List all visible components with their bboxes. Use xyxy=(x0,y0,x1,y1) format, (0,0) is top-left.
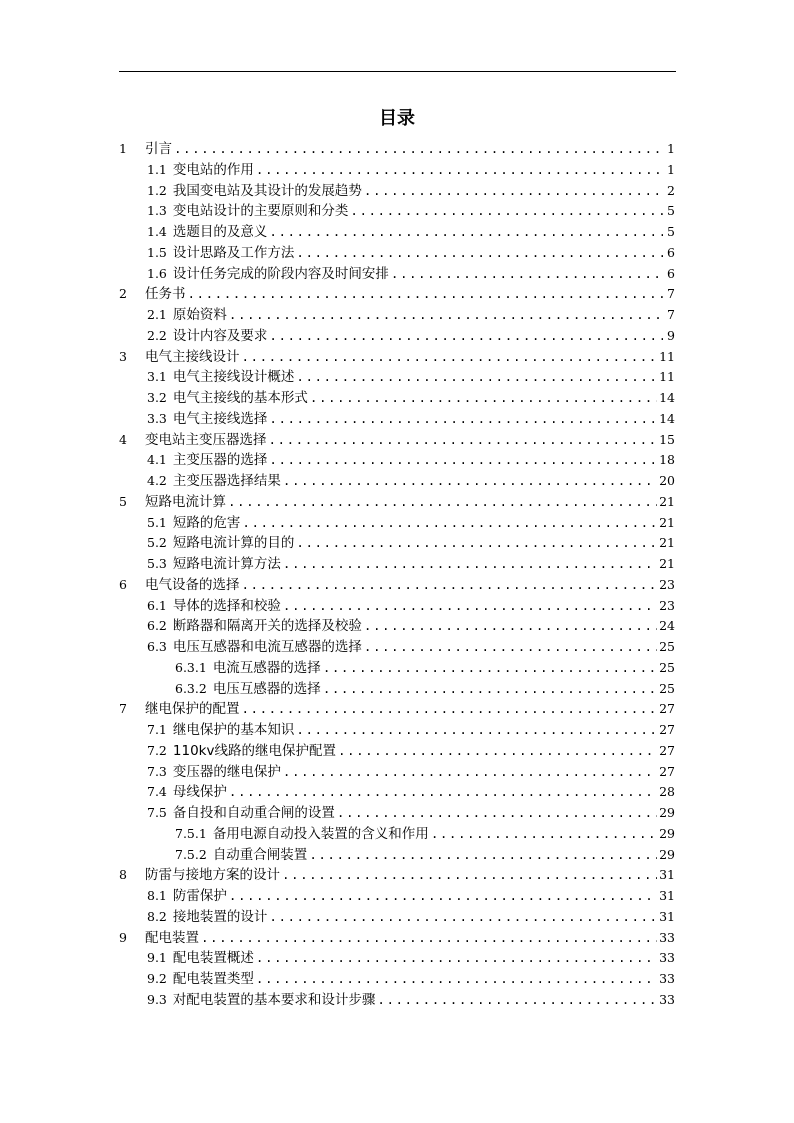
toc-entry-title: 导体的选择和校验 xyxy=(172,597,281,614)
toc-entry[interactable] xyxy=(119,388,675,409)
toc-entry-title: 备自投和自动重合闸的设置 xyxy=(172,805,335,821)
toc-leader-dots xyxy=(309,845,657,866)
toc-entry-number: 7.2 xyxy=(147,742,167,758)
toc-leader-dots xyxy=(364,181,663,202)
toc-entry-number: 5.3 xyxy=(147,556,167,571)
page-title: 目录 xyxy=(379,108,415,129)
toc-entry-title: 配电装置类型 xyxy=(172,971,254,987)
toc-entry-page: 33 xyxy=(659,971,675,986)
toc-entry-page: 5 xyxy=(667,203,675,219)
toc-entry-number: 3.2 xyxy=(147,390,167,405)
toc-leader-dots xyxy=(242,513,657,534)
toc-entry-number: 9.1 xyxy=(147,950,167,966)
toc-entry-page: 27 xyxy=(659,722,675,737)
toc-leader-dots xyxy=(269,409,657,430)
toc-leader-dots xyxy=(282,865,657,886)
toc-entry-title: 电气主接线的基本形式 xyxy=(172,390,308,406)
toc-entry-title: 原始资料 xyxy=(172,307,227,323)
toc-leader-dots xyxy=(228,492,657,513)
toc-entry[interactable] xyxy=(119,575,675,596)
toc-entry-title: 选题目的及意义 xyxy=(172,224,268,240)
toc-entry-title: 设计任务完成的阶段内容及时间安排 xyxy=(172,265,389,282)
toc-entry-page: 21 xyxy=(659,514,675,530)
toc-entry-page: 29 xyxy=(659,825,675,841)
toc-entry-page: 1 xyxy=(667,161,675,177)
toc-entry-title: 防雷与接地方案的设计 xyxy=(145,867,280,884)
toc-entry-number: 8.2 xyxy=(147,908,167,924)
toc-entry-number: 9.3 xyxy=(147,991,167,1007)
toc-entry-number: 9.2 xyxy=(147,971,167,986)
toc-leader-dots xyxy=(229,305,663,326)
toc-entry-page: 25 xyxy=(659,680,675,696)
toc-entry[interactable] xyxy=(119,845,675,866)
toc-entry-number: 4 xyxy=(119,431,127,447)
toc-entry-number: 7.3 xyxy=(147,763,167,779)
toc-entry-title: 主变压器的选择 xyxy=(172,452,268,469)
toc-leader-dots xyxy=(174,139,663,160)
toc-entry-title: 配电装置 xyxy=(145,929,199,946)
toc-entry[interactable] xyxy=(119,139,675,160)
toc-entry-number: 7 xyxy=(119,701,127,717)
toc-entry-page: 31 xyxy=(659,867,675,883)
toc-entry-page: 25 xyxy=(659,639,675,654)
toc-entry-title: 电压互感器的选择 xyxy=(212,680,321,697)
toc-entry-title: 电压互感器和电流互感器的选择 xyxy=(172,639,362,655)
toc-entry-page: 2 xyxy=(667,182,675,198)
toc-entry[interactable] xyxy=(119,533,675,554)
toc-leader-dots xyxy=(269,222,663,243)
toc-entry-page: 21 xyxy=(659,556,675,571)
toc-entry-page: 14 xyxy=(659,390,675,405)
toc-leader-dots xyxy=(229,782,657,803)
toc-entry[interactable] xyxy=(119,264,675,285)
toc-entry-page: 18 xyxy=(659,452,675,468)
toc-entry-number: 3.3 xyxy=(147,410,167,426)
toc-entry[interactable] xyxy=(119,637,675,658)
toc-leader-dots xyxy=(391,264,663,285)
toc-leader-dots xyxy=(229,886,657,907)
toc-entry[interactable] xyxy=(119,907,675,928)
toc-entry-title: 变压器的继电保护 xyxy=(172,763,281,780)
toc-entry-number: 1 xyxy=(119,141,127,156)
toc-entry[interactable] xyxy=(119,616,675,637)
toc-entry-page: 20 xyxy=(659,473,675,488)
toc-leader-dots xyxy=(283,762,657,783)
toc-entry-title: 主变压器选择结果 xyxy=(172,473,281,489)
toc-leader-dots xyxy=(283,596,657,617)
header-rule xyxy=(119,71,676,72)
toc-entry[interactable] xyxy=(119,969,675,990)
toc-entry-title: 电气主接线设计概述 xyxy=(172,369,295,386)
toc-entry-number: 8.1 xyxy=(147,888,167,903)
toc-leader-dots xyxy=(377,990,657,1011)
toc-entry-page: 33 xyxy=(659,929,675,945)
toc-entry-number: 6 xyxy=(119,576,127,592)
toc-entry-title: 继电保护的配置 xyxy=(145,701,240,718)
toc-leader-dots xyxy=(350,201,663,222)
toc-entry-number: 2.2 xyxy=(147,327,167,343)
toc-entry[interactable] xyxy=(119,326,675,347)
toc-entry-title: 引言 xyxy=(145,141,172,157)
toc-entry-title: 配电装置概述 xyxy=(172,950,254,967)
toc-entry[interactable] xyxy=(119,554,675,575)
toc-entry-number: 6.2 xyxy=(147,618,167,634)
toc-entry-number: 2.1 xyxy=(147,307,167,322)
toc-entry[interactable] xyxy=(119,305,675,326)
toc-entry-title: 我国变电站及其设计的发展趋势 xyxy=(172,182,362,199)
toc-entry-title: 110kv线路的继电保护配置 xyxy=(172,742,336,759)
toc-entry-number: 6.3 xyxy=(147,639,167,654)
toc-entry[interactable] xyxy=(119,430,675,451)
toc-leader-dots xyxy=(256,948,657,969)
toc-entry[interactable] xyxy=(119,803,675,824)
toc-entry-number: 6.3.2 xyxy=(175,680,207,696)
toc-entry[interactable] xyxy=(119,658,675,679)
toc-entry-title: 短路电流计算的目的 xyxy=(172,535,295,552)
toc-entry-number: 8 xyxy=(119,867,127,883)
toc-leader-dots xyxy=(242,347,658,368)
toc-entry[interactable] xyxy=(119,367,675,388)
toc-entry-title: 变电站的作用 xyxy=(172,161,254,178)
toc-entry-page: 23 xyxy=(659,576,675,592)
toc-leader-dots xyxy=(296,367,657,388)
table-of-contents xyxy=(119,139,675,1011)
toc-entry[interactable] xyxy=(119,679,675,700)
toc-leader-dots xyxy=(256,160,663,181)
toc-entry-title: 防雷保护 xyxy=(172,888,227,904)
toc-entry-page: 27 xyxy=(659,701,675,717)
toc-entry[interactable] xyxy=(119,222,675,243)
toc-entry-number: 3.1 xyxy=(147,369,167,385)
toc-entry-page: 25 xyxy=(659,659,675,675)
toc-entry-page: 33 xyxy=(659,991,675,1007)
toc-entry-number: 7.4 xyxy=(147,784,167,800)
toc-entry[interactable] xyxy=(119,699,675,720)
toc-entry-page: 7 xyxy=(667,307,675,322)
toc-entry-page: 15 xyxy=(659,431,675,447)
toc-entry-page: 29 xyxy=(659,846,675,862)
toc-entry[interactable] xyxy=(119,886,675,907)
toc-entry[interactable] xyxy=(119,948,675,969)
toc-entry[interactable] xyxy=(119,471,675,492)
toc-leader-dots xyxy=(242,699,658,720)
toc-entry-page: 24 xyxy=(659,618,675,634)
toc-entry-number: 7.5.2 xyxy=(175,846,207,862)
toc-entry[interactable] xyxy=(119,824,675,845)
toc-entry-number: 7.1 xyxy=(147,722,167,737)
toc-entry-number: 6.3.1 xyxy=(175,659,207,675)
toc-entry-number: 7.5.1 xyxy=(175,825,207,841)
toc-entry[interactable] xyxy=(119,201,675,222)
toc-entry-title: 任务书 xyxy=(145,286,186,303)
toc-entry-title: 电流互感器的选择 xyxy=(212,659,321,676)
toc-entry-number: 1.1 xyxy=(147,161,167,177)
toc-entry-number: 1.5 xyxy=(147,244,167,260)
toc-entry-number: 5.1 xyxy=(147,514,167,530)
toc-entry-page: 21 xyxy=(659,493,675,509)
toc-entry[interactable] xyxy=(119,160,675,181)
toc-entry-title: 短路电流计算 xyxy=(145,493,226,510)
toc-entry-page: 6 xyxy=(667,265,675,281)
toc-entry-page: 6 xyxy=(667,244,675,260)
toc-leader-dots xyxy=(338,741,657,762)
toc-leader-dots xyxy=(283,471,657,492)
toc-entry-title: 备用电源自动投入装置的含义和作用 xyxy=(212,825,429,842)
toc-entry[interactable] xyxy=(119,741,675,762)
toc-entry[interactable] xyxy=(119,492,675,513)
toc-entry[interactable] xyxy=(119,409,675,430)
toc-entry-number: 3 xyxy=(119,348,127,364)
toc-leader-dots xyxy=(431,824,657,845)
toc-entry-number: 1.4 xyxy=(147,224,167,239)
toc-leader-dots xyxy=(269,430,658,451)
toc-leader-dots xyxy=(323,679,657,700)
toc-entry-number: 1.3 xyxy=(147,203,167,219)
toc-entry-page: 11 xyxy=(659,369,675,385)
toc-entry-page: 14 xyxy=(659,410,675,426)
toc-entry-title: 自动重合闸装置 xyxy=(212,846,308,863)
toc-entry-page: 5 xyxy=(667,224,675,239)
toc-leader-dots xyxy=(269,907,657,928)
toc-leader-dots xyxy=(256,969,657,990)
toc-entry-title: 电气主接线选择 xyxy=(172,410,268,427)
toc-leader-dots xyxy=(337,803,657,824)
toc-entry-title: 母线保护 xyxy=(172,784,227,801)
toc-entry-page: 29 xyxy=(659,805,675,820)
toc-entry-title: 设计内容及要求 xyxy=(172,327,268,344)
toc-entry-page: 31 xyxy=(659,888,675,903)
toc-entry[interactable] xyxy=(119,720,675,741)
toc-entry[interactable] xyxy=(119,990,675,1011)
toc-entry[interactable] xyxy=(119,181,675,202)
toc-entry-number: 6.1 xyxy=(147,597,167,613)
toc-entry-number: 2 xyxy=(119,286,127,302)
toc-entry-page: 31 xyxy=(659,908,675,924)
toc-entry-title: 变电站设计的主要原则和分类 xyxy=(172,203,349,220)
toc-entry-number: 4.2 xyxy=(147,473,167,488)
toc-entry[interactable] xyxy=(119,928,675,949)
toc-entry-title: 接地装置的设计 xyxy=(172,908,268,925)
toc-entry-title: 对配电装置的基本要求和设计步骤 xyxy=(172,991,376,1008)
toc-entry[interactable] xyxy=(119,596,675,617)
toc-leader-dots xyxy=(188,284,664,305)
toc-entry-page: 33 xyxy=(659,950,675,966)
toc-entry-page: 27 xyxy=(659,742,675,758)
toc-entry[interactable] xyxy=(119,865,675,886)
toc-entry-page: 28 xyxy=(659,784,675,800)
toc-entry-title: 继电保护的基本知识 xyxy=(172,722,295,738)
toc-leader-dots xyxy=(310,388,657,409)
toc-entry-page: 7 xyxy=(667,286,675,302)
toc-leader-dots xyxy=(364,616,657,637)
toc-entry[interactable] xyxy=(119,347,675,368)
toc-entry-page: 11 xyxy=(659,348,675,364)
toc-entry-title: 变电站主变压器选择 xyxy=(145,431,267,448)
toc-leader-dots xyxy=(269,450,657,471)
toc-entry-page: 9 xyxy=(667,327,675,343)
toc-entry-page: 23 xyxy=(659,597,675,613)
toc-entry[interactable] xyxy=(119,782,675,803)
toc-leader-dots xyxy=(296,533,657,554)
toc-entry-title: 短路电流计算方法 xyxy=(172,556,281,572)
toc-leader-dots xyxy=(323,658,657,679)
toc-leader-dots xyxy=(296,720,657,741)
toc-entry-number: 9 xyxy=(119,929,127,945)
toc-entry-number: 7.5 xyxy=(147,805,167,820)
toc-entry-number: 1.2 xyxy=(147,182,167,198)
toc-entry-title: 断路器和隔离开关的选择及校验 xyxy=(172,618,362,635)
toc-entry-number: 1.6 xyxy=(147,265,167,281)
toc-entry-page: 1 xyxy=(667,141,675,156)
toc-entry-number: 5 xyxy=(119,493,127,509)
toc-leader-dots xyxy=(364,637,657,658)
toc-entry-number: 5.2 xyxy=(147,535,167,551)
toc-leader-dots xyxy=(283,554,657,575)
toc-leader-dots xyxy=(296,243,663,264)
toc-entry-title: 短路的危害 xyxy=(172,514,241,531)
toc-entry-page: 27 xyxy=(659,763,675,779)
toc-entry-page: 21 xyxy=(659,535,675,551)
toc-entry-title: 电气主接线设计 xyxy=(145,348,240,365)
toc-entry[interactable] xyxy=(119,450,675,471)
toc-leader-dots xyxy=(269,326,663,347)
toc-entry[interactable] xyxy=(119,762,675,783)
toc-entry[interactable] xyxy=(119,284,675,305)
toc-leader-dots xyxy=(242,575,658,596)
toc-entry[interactable] xyxy=(119,243,675,264)
toc-leader-dots xyxy=(201,928,657,949)
toc-entry-number: 4.1 xyxy=(147,452,167,468)
toc-entry-title: 设计思路及工作方法 xyxy=(172,244,295,261)
toc-entry[interactable] xyxy=(119,513,675,534)
toc-entry-title: 电气设备的选择 xyxy=(145,576,240,593)
